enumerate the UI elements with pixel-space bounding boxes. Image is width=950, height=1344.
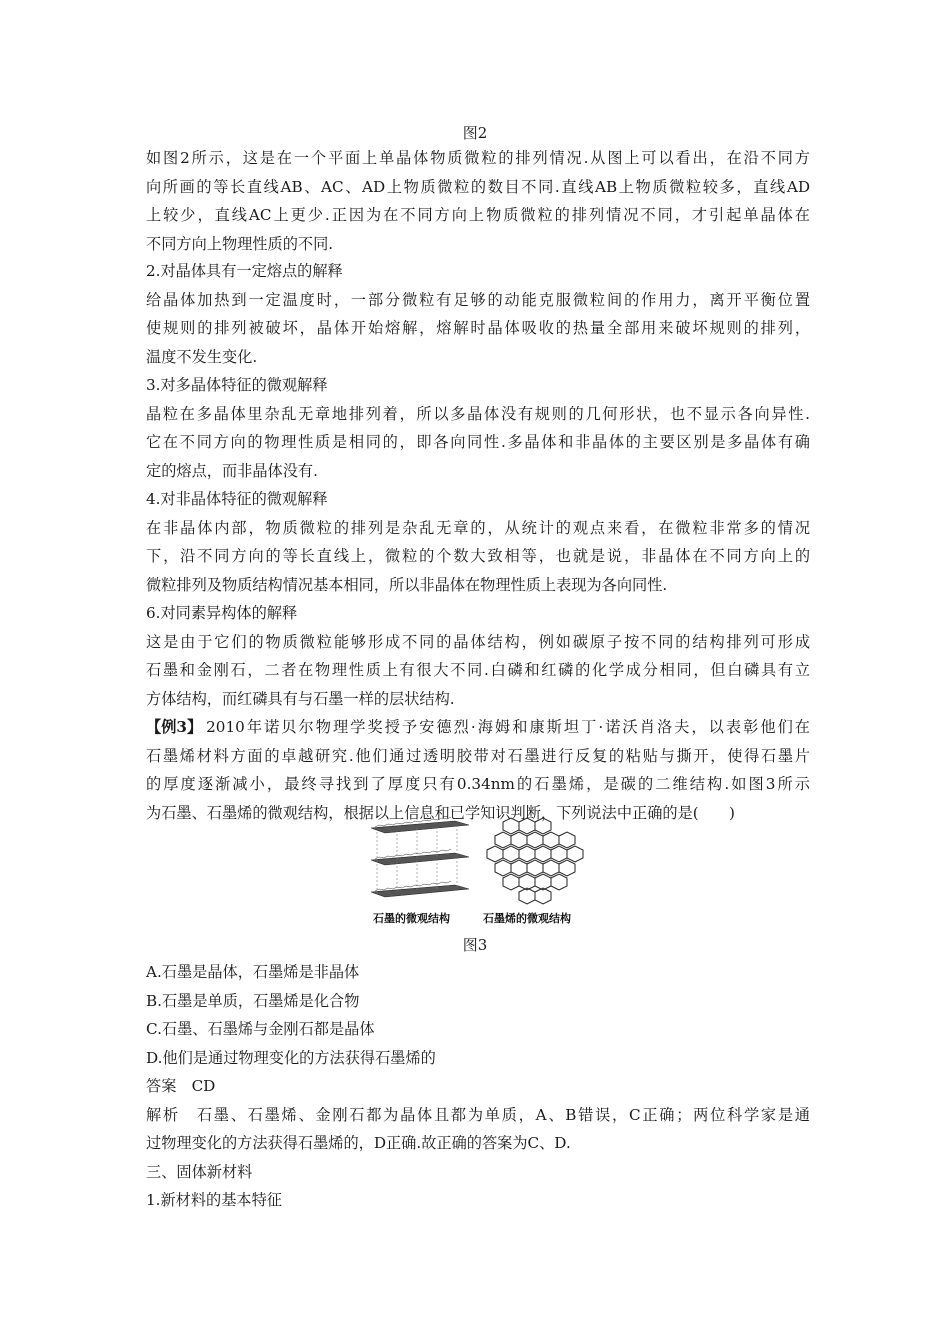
section-heading: 3.对多晶体特征的微观解释	[146, 376, 328, 394]
paragraph-melting	[146, 286, 810, 372]
option-c: C.石墨、石墨烯与金刚石都是晶体	[146, 1020, 375, 1038]
text-line: 不同方向上物理性质的不同.	[146, 234, 334, 253]
graphite-structure-icon	[371, 817, 469, 897]
graphite-graphene-diagram	[367, 812, 589, 927]
heading-allotrope	[146, 599, 810, 628]
text-line: 这是由于它们的物质微粒能够形成不同的晶体结构，例如碳原子按不同的结构排列可形成	[146, 632, 810, 651]
heading-melting-point	[146, 257, 810, 286]
answer-line: 答案 CD	[146, 1077, 216, 1095]
analysis-line: 解析 石墨、石墨烯、金刚石都为晶体且都为单质，A、B错误，C正确；两位科学家是通	[146, 1105, 810, 1124]
section-heading: 三、固体新材料	[146, 1162, 253, 1181]
text-line: 石墨烯材料方面的卓越研究.他们通过透明胶带对石墨进行反复的粘贴与撕开，使得石墨片	[146, 746, 810, 765]
text-line: 温度不发生变化.	[146, 347, 258, 366]
section-subheading: 1.新材料的基本特征	[146, 1191, 282, 1209]
text-line: 上较少，直线AC上更少.正因为在不同方向上物质微粒的排列情况不同，才引起单晶体在	[146, 206, 810, 224]
section-heading: 4.对非晶体特征的微观解释	[146, 490, 328, 508]
paragraph-polycrystal	[146, 400, 810, 486]
example-text: 2010年诺贝尔物理学奖授予安德烈·海姆和康斯坦丁·诺沃肖洛夫，以表彰他们在	[206, 718, 810, 736]
text-line	[146, 713, 810, 742]
option-b: B.石墨是单质，石墨烯是化合物	[146, 991, 360, 1010]
paragraph-allotrope	[146, 628, 810, 714]
text-line: 如图2所示，这是在一个平面上单晶体物质微粒的排列情况.从图上可以看出，在沿不同方	[146, 149, 810, 167]
text-line: 使规则的排列被破坏，晶体开始熔解，熔解时晶体吸收的热量全部用来破坏规则的排列，	[146, 319, 810, 337]
option-d: D.他们是通过物理变化的方法获得石墨烯的	[146, 1048, 436, 1067]
example-3	[146, 713, 810, 827]
text-line: 下，沿不同方向的等长直线上，微粒的个数大致相等，也就是说，非晶体在不同方向上的	[146, 547, 810, 565]
graphene-structure-icon	[487, 818, 583, 904]
heading-amorphous	[146, 485, 810, 514]
option-a: A.石墨是晶体，石墨烯是非晶体	[146, 963, 360, 981]
text-line: 定的熔点，而非晶体没有.	[146, 461, 318, 480]
text-line: 给晶体加热到一定温度时，一部分微粒有足够的动能克服微粒间的作用力，离开平衡位置	[146, 290, 810, 309]
section-heading: 2.对晶体具有一定熔点的解释	[146, 262, 343, 280]
section-heading: 6.对同素异构体的解释	[146, 604, 298, 622]
text-line: 为石墨、石墨烯的微观结构，根据以上信息和已学知识判断，下列说法中正确的是( )	[146, 803, 735, 822]
figure-2-caption: 图2	[462, 124, 488, 142]
figure-label-graphene: 石墨烯的微观结构	[483, 912, 571, 925]
heading-polycrystal	[146, 371, 810, 400]
paragraph-amorphous	[146, 514, 810, 600]
text-line: 石墨和金刚石，二者在物理性质上有很大不同.白磷和红磷的化学成分相同，但白磷具有立	[146, 661, 810, 679]
text-line: 方体结构，而红磷具有与石墨一样的层状结构.	[146, 689, 455, 708]
text-line: 晶粒在多晶体里杂乱无章地排列着，所以多晶体没有规则的几何形状，也不显示各向异性.	[146, 404, 810, 423]
figure-3-caption: 图3	[462, 936, 488, 954]
example-tag: 【例3】	[146, 718, 203, 736]
figure-label-graphite: 石墨的微观结构	[373, 912, 450, 925]
analysis-line: 过物理变化的方法获得石墨烯的，D正确.故正确的答案为C、D.	[146, 1134, 571, 1152]
text-line: 在非晶体内部，物质微粒的排列是杂乱无章的，从统计的观点来看，在微粒非常多的情况	[146, 518, 810, 537]
answer-options	[146, 958, 810, 1215]
text-line: 微粒排列及物质结构情况基本相同，所以非晶体在物理性质上表现为各向同性.	[146, 575, 668, 594]
figure-3-image	[367, 812, 589, 927]
text-line: 向所画的等长直线AB、AC、AD上物质微粒的数目不同.直线AB上物质微粒较多，直线AD	[146, 177, 810, 196]
text-line: 它在不同方向的物理性质是相同的，即各向同性.多晶体和非晶体的主要区别是多晶体有确	[146, 433, 810, 451]
paragraph-fig2	[146, 144, 810, 258]
text-line: 的厚度逐渐减小，最终寻找到了厚度只有0.34nm的石墨烯，是碳的二维结构.如图3所示	[146, 775, 810, 793]
